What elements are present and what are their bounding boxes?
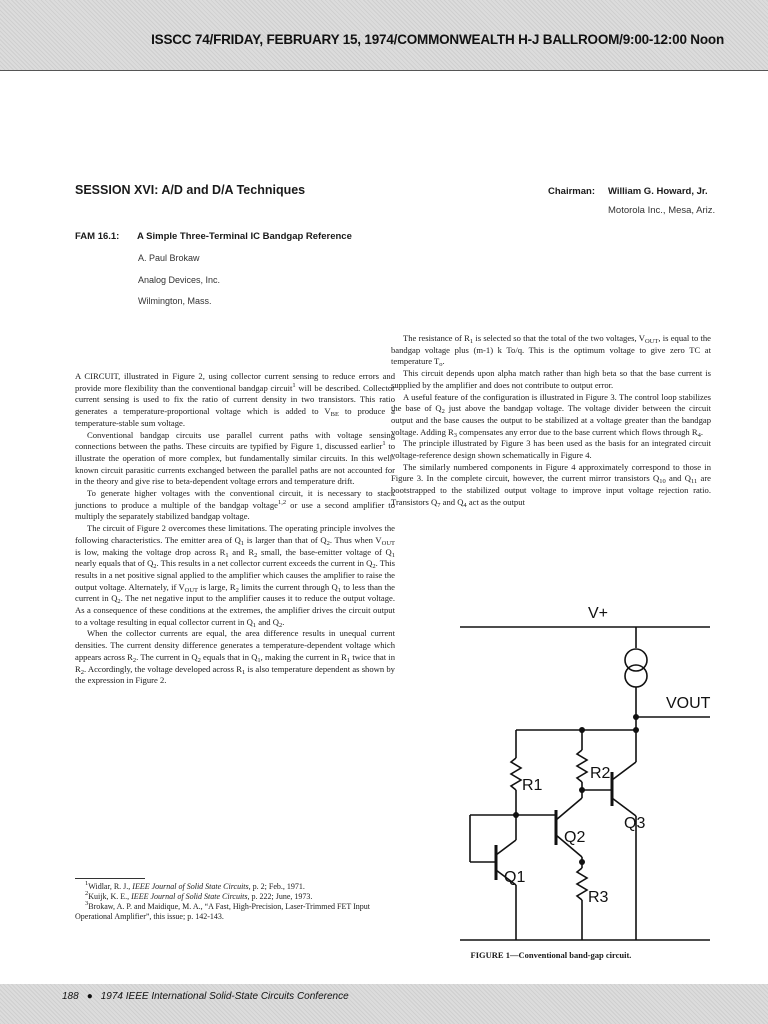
label-r3: R3 <box>588 889 609 906</box>
chairman-affiliation: Motorola Inc., Mesa, Ariz. <box>608 205 716 216</box>
chairman-label: Chairman: <box>548 186 595 197</box>
chairman-name: William G. Howard, Jr. <box>608 186 708 197</box>
paragraph: When the collector currents are equal, the area difference results in unequal current densities. The current density difference generates a temperature-dependent voltage which appears across $R_2$. The current in $Q_2$ equals that in $Q_1$, making the current in $R_1$ twice that in $R_2$. Accordingly, the voltage developed across $R_1$ is also temperature dependent as shown by the expression in Figure 2. <box>75 628 395 686</box>
conference-name: 1974 IEEE International Solid-State Circuits Conference <box>100 991 349 1002</box>
author-location: Wilmington, Mass. <box>138 296 212 306</box>
paragraph: The similarly numbered components in Figure 4 approximately correspond to those in Figure 3. In the complete circuit, however, the current mirror transistors $Q_{10}$ and $Q_{11}$ are bootstrapped to the stabilized output voltage to improve input voltage rejection ratio. Transistors $Q_7$ and $Q_4$ act as the output <box>391 461 711 509</box>
node-dot <box>579 859 585 865</box>
figure-caption: FIGURE 1—Conventional band-gap circuit. <box>470 950 632 960</box>
current-source-icon <box>625 665 647 687</box>
footnote: $^2$Kuijk, K. E., IEEE Journal of Solid State Circuits, p. 222; June, 1973. <box>85 890 313 901</box>
author-name: A. Paul Brokaw <box>138 253 200 263</box>
body-column-right <box>391 333 711 509</box>
footnote: $^1$Widlar, R. J., IEEE Journal of Solid State Circuits, p. 2; Feb., 1971. <box>85 880 305 891</box>
paragraph: The resistance of $R_1$ is selected so that the total of the two voltages, $V_{OUT}$, is equal to the bandgap voltage plus (m-1) k To/q. This is the optimum voltage to give zero TC at temperature $T_o$. <box>391 333 711 369</box>
page-number: 188 <box>62 991 79 1002</box>
footer-band <box>0 984 768 1024</box>
footnote-rule <box>75 878 145 879</box>
paragraph: A CIRCUIT, illustrated in Figure 2, using collector current sensing to reduce errors and provide more flexibility than the conventional bandgap circuit$^1$ will be described. Collector current sensing is used to fix the ratio of current density in two transistors. This ratio generates a temperature-proportional voltage which is added to $V_{BE}$ to produce a temperature-stable sum voltage. <box>75 371 396 428</box>
label-vplus: V+ <box>588 605 609 622</box>
label-vout: VOUT <box>666 695 711 712</box>
label-r2: R2 <box>590 765 611 782</box>
running-header: ISSCC 74/FRIDAY, FEBRUARY 15, 1974/COMMONWEALTH H-J BALLROOM/9:00-12:00 Noon <box>151 32 724 47</box>
label-q3: Q3 <box>624 815 646 832</box>
paragraph: To generate higher voltages with the conventional circuit, it is necessary to stack junctions to produce a multiple of the bandgap voltage$^{1,2}$ or use a second amplifier to multiply the separately stabilized bandgap voltage. <box>75 488 395 522</box>
node-dot <box>633 714 639 720</box>
session-title: SESSION XVI: A/D and D/A Techniques <box>75 183 306 197</box>
bandgap-circuit-diagram <box>460 600 720 945</box>
paragraph: This circuit depends upon alpha match rather than high beta so that the base current is supplied by the amplifier and does not contribute to output error. <box>391 368 711 390</box>
wire <box>612 798 636 816</box>
footnotes <box>75 882 385 922</box>
page-footer <box>62 991 349 1002</box>
paragraph: The principle illustrated by Figure 3 has been used as the basis for an integrated circuit voltage-reference design shown schematically in Figure 4. <box>391 438 711 461</box>
node-dot <box>633 727 639 733</box>
paragraph: Conventional bandgap circuits use parallel current paths with voltage sensing connections between the paths. These circuits are typified by Figure 1, discussed earlier$^1$ to illustrate the operation of more complex, but fundamentally similar circuits. In this well-known circuit parasitic currents exchanged between the parallel paths are not accounted for in the theory and give rise to beta-dependent voltage errors and temperature drift. <box>75 429 395 487</box>
wire <box>556 798 582 820</box>
label-q1: Q1 <box>504 869 526 886</box>
paragraph: The circuit of Figure 2 overcomes these limitations. The operating principle involves the following characteristics. The emitter area of $Q_1$ is larger than that of $Q_2$. Thus when $V_{OUT}$ is low, making the voltage drop across $R_1$ and $R_2$ small, the base-emitter voltage of $Q_1$ nearly equals that of $Q_2$. This results in a net collector current exceeds the current in $Q_2$. This results in a net positive signal applied to the amplifier which causes the amplifier to raise the output voltage. Alternately, if $V_{OUT}$ is large, $R_2$ limits the current through $Q_1$ to less than the current in $Q_2$. The net negative input to the amplifier causes it to reduce the output voltage. As a consequence of these conditions at the extremes, the amplifier drives the circuit output to a voltage resulting in equal collector current in $Q_1$ and $Q_2$. <box>75 523 396 629</box>
paper-id: FAM 16.1: <box>75 231 120 242</box>
node-dot <box>513 812 519 818</box>
footnote: $^3$Brokaw, A. P. and Maidique, M. A., “A Fast, High-Precision, Laser-Trimmed FET Input Operational Amplifier”, this issue; p. 142-143. <box>75 900 370 921</box>
paragraph: A useful feature of the configuration is illustrated in Figure 3. The control loop stabilizes the base of $Q_2$ just above the bandgap voltage. The voltage divider between the circuit output and the base causes the output to be stabilized at a voltage greater than the bandgap voltage. Adding $R_3$ compensates any error due to the base current which flows through $R_4$. <box>391 391 711 439</box>
wire <box>612 762 636 780</box>
wire <box>496 840 516 855</box>
node-dot <box>579 727 585 733</box>
bullet-icon: ● <box>86 991 93 1002</box>
resistor-r2 <box>577 750 587 782</box>
node-dot <box>579 787 585 793</box>
paper-title: A Simple Three-Terminal IC Bandgap Reference <box>137 231 352 242</box>
label-q2: Q2 <box>564 829 586 846</box>
author-affiliation: Analog Devices, Inc. <box>138 275 221 285</box>
body-column-left <box>75 371 395 687</box>
resistor-r1 <box>511 758 521 790</box>
label-r1: R1 <box>522 777 543 794</box>
resistor-r3 <box>577 868 587 900</box>
